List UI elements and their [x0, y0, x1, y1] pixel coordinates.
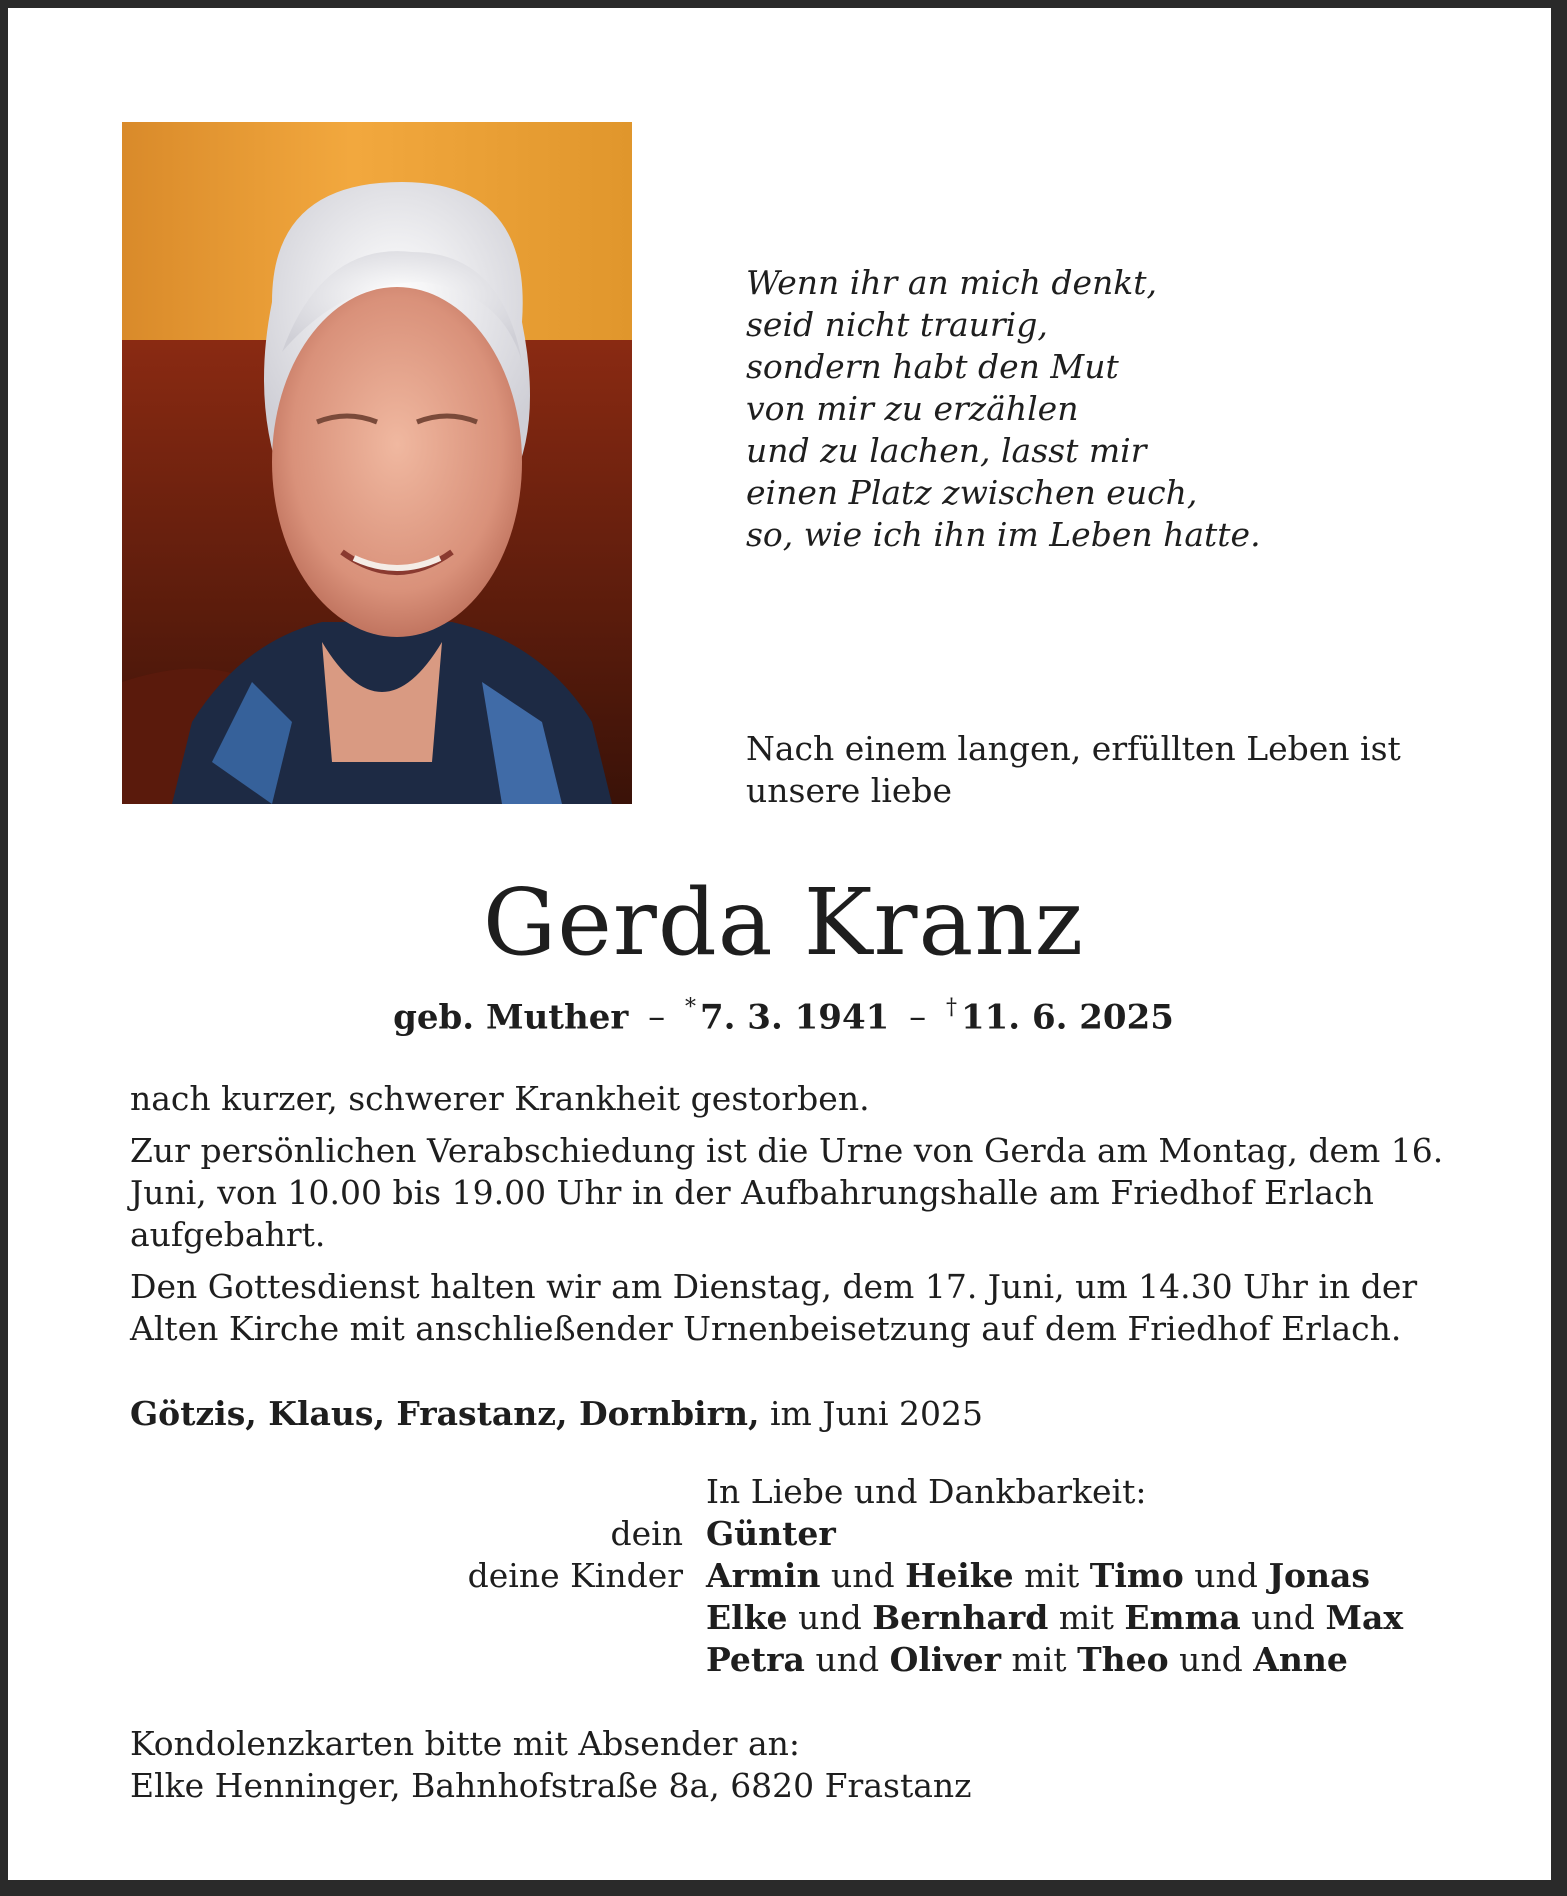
- poem-line: seid nicht traurig,: [746, 305, 1048, 344]
- body-paragraph: nach kurzer, schwerer Krankheit gestorben.: [130, 1079, 870, 1118]
- poem: [746, 262, 1261, 556]
- separator: –: [648, 997, 666, 1038]
- connector: und: [798, 1598, 862, 1637]
- date: im Juni 2025: [769, 1394, 984, 1433]
- body-paragraph: Den Gottesdienst halten wir am Dienstag, dem 17. Juni, um 14.30 Uhr in der Alten Kirche mit anschließender Urnenbeisetzung auf dem Friedhof Erlach.: [130, 1267, 1418, 1348]
- husband-label: dein: [610, 1514, 683, 1553]
- children-row: [0, 1639, 1567, 1681]
- poem-line: und zu lachen, lasst mir: [746, 431, 1147, 470]
- birth-symbol: *: [684, 995, 696, 1020]
- mourners-heading-row: [0, 1471, 1567, 1513]
- places: Götzis, Klaus, Frastanz, Dornbirn,: [130, 1394, 760, 1433]
- mourners-block: [0, 1471, 1567, 1681]
- children-label: deine Kinder: [467, 1556, 683, 1595]
- connector: und: [1251, 1598, 1315, 1637]
- child-name: Elke: [706, 1598, 788, 1637]
- husband-row: [0, 1513, 1567, 1555]
- connector: mit: [1024, 1556, 1080, 1595]
- birth-date: 7. 3. 1941: [699, 997, 890, 1038]
- place-date-line: [130, 1393, 983, 1435]
- mourners-heading: In Liebe und Dankbarkeit:: [706, 1472, 1147, 1511]
- poem-line: von mir zu erzählen: [746, 389, 1079, 428]
- grandchild-name: Max: [1325, 1598, 1404, 1637]
- child-name: Petra: [706, 1640, 805, 1679]
- separator: –: [909, 997, 927, 1038]
- condolence-line: Kondolenzkarten bitte mit Absender an:: [130, 1724, 801, 1763]
- intro-text: [746, 728, 1401, 812]
- condolence-address: [130, 1723, 972, 1807]
- child-name: Armin: [706, 1556, 821, 1595]
- announcement-body: [130, 1078, 1450, 1360]
- death-symbol: †: [945, 995, 957, 1020]
- deceased-name: Gerda Kranz: [482, 869, 1085, 976]
- poem-line: einen Platz zwischen euch,: [746, 473, 1198, 512]
- child-family: [706, 1555, 1370, 1597]
- child-family: [706, 1639, 1348, 1681]
- poem-line: sondern habt den Mut: [746, 347, 1119, 386]
- grandchild-name: Emma: [1124, 1598, 1241, 1637]
- portrait-photo: [122, 122, 632, 804]
- death-date: 11. 6. 2025: [960, 997, 1174, 1038]
- poem-line: Wenn ihr an mich denkt,: [746, 263, 1157, 302]
- children-row: [0, 1555, 1567, 1597]
- grandchild-name: Timo: [1089, 1556, 1184, 1595]
- child-family: [706, 1597, 1403, 1639]
- poem-line: so, wie ich ihn im Leben hatte.: [746, 515, 1261, 554]
- intro-line: Nach einem langen, erfüllten Leben ist: [746, 729, 1401, 768]
- partner-name: Oliver: [889, 1640, 1001, 1679]
- connector: und: [1179, 1640, 1243, 1679]
- portrait-image: [122, 122, 632, 804]
- grandchild-name: Jonas: [1268, 1556, 1371, 1595]
- connector: und: [1194, 1556, 1258, 1595]
- connector: und: [830, 1556, 895, 1595]
- condolence-line: Elke Henninger, Bahnhofstraße 8a, 6820 Frastanz: [130, 1766, 972, 1805]
- body-paragraph: Zur persönlichen Verabschiedung ist die Urne von Gerda am Montag, dem 16. Juni, von 10.00 bis 19.00 Uhr in der Aufbahrungshalle am Friedhof Erlach aufgebahrt.: [130, 1131, 1444, 1254]
- partner-name: Bernhard: [872, 1598, 1049, 1637]
- connector: mit: [1011, 1640, 1067, 1679]
- husband-name: Günter: [706, 1514, 836, 1553]
- maiden-name: geb. Muther: [393, 997, 629, 1038]
- partner-name: Heike: [905, 1556, 1014, 1595]
- connector: mit: [1058, 1598, 1114, 1637]
- connector: und: [815, 1640, 880, 1679]
- children-row: [0, 1597, 1567, 1639]
- intro-line: unsere liebe: [746, 771, 953, 810]
- grandchild-name: Theo: [1077, 1640, 1169, 1679]
- life-dates: [0, 988, 1567, 1039]
- grandchild-name: Anne: [1253, 1640, 1348, 1679]
